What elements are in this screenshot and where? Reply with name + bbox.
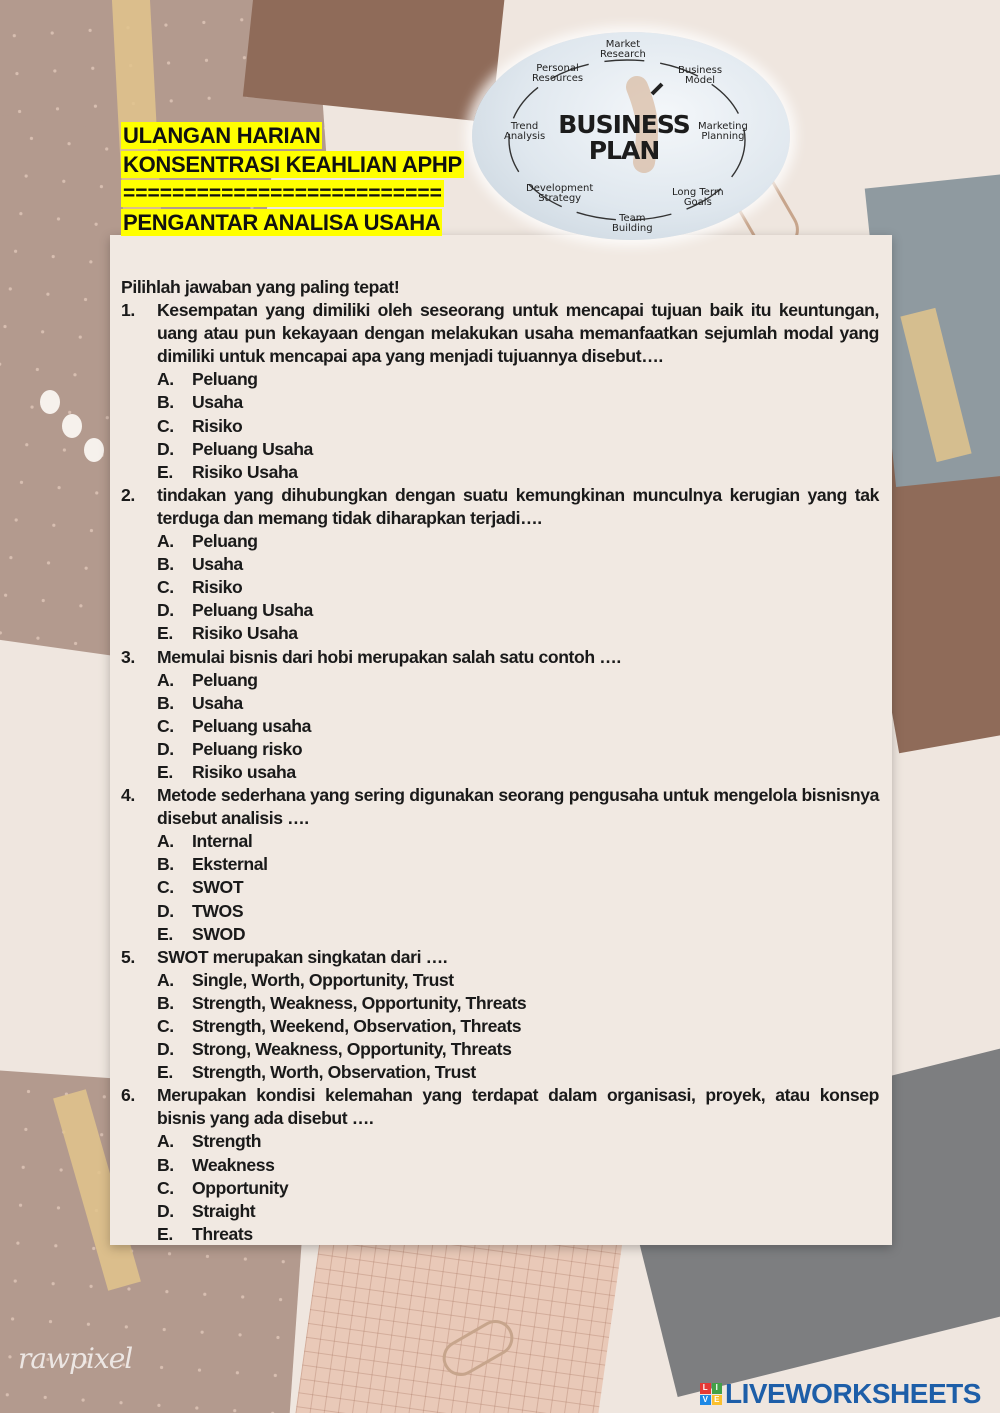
option-letter: E. [157,1062,173,1083]
answer-option[interactable] [121,669,879,692]
answer-option[interactable] [121,622,879,645]
label-trend-analysis-2: Analysis [504,131,546,142]
rawpixel-watermark: rawpixel [18,1342,133,1375]
option-letter: D. [157,1039,174,1060]
option-text: Strong, Weakness, Opportunity, Threats [192,1039,512,1060]
label-long-term-goals-2: Goals [683,197,712,208]
label-team-building-1: Team [619,213,646,224]
answer-option[interactable] [121,900,879,923]
answer-option[interactable] [121,1061,879,1084]
label-marketing-planning-2: Planning [701,131,745,142]
option-letter: B. [157,692,174,713]
option-text: Risiko Usaha [192,623,298,644]
option-text: Strength, Weekend, Observation, Threats [192,1016,522,1036]
answer-option[interactable] [121,853,879,876]
option-letter: C. [157,577,174,598]
question-text: Merupakan kondisi kelemahan yang terdapat dalam organisasi, proyek, atau konsep bisnis yang ada disebut …. [157,1085,879,1129]
answer-option[interactable] [121,1154,879,1177]
answer-option[interactable] [121,761,879,784]
header-title-line1: ULANGAN HARIAN [123,123,321,148]
label-trend-analysis-1: Trend [510,121,539,132]
answer-option[interactable] [121,1130,879,1153]
question-text: Memulai bisnis dari hobi merupakan salah satu contoh …. [157,646,621,667]
option-letter: E. [157,623,173,644]
label-development-strategy-2: Strategy [538,193,582,204]
option-letter: B. [157,554,174,575]
option-letter: D. [157,600,174,621]
business-plan-illustration [472,32,790,240]
option-letter: B. [157,992,174,1013]
option-text: Strength, Worth, Observation, Trust [192,1062,476,1083]
label-development-strategy-1: Development [526,183,594,194]
option-letter: C. [157,1016,174,1036]
label-team-building-2: Building [612,223,653,234]
option-text: Peluang Usaha [192,438,313,459]
answer-option[interactable] [121,415,879,438]
option-text: Usaha [192,554,243,575]
answer-option[interactable] [121,438,879,461]
option-letter: E. [157,1223,173,1244]
option-letter: C. [157,877,174,898]
label-business-model-2: Model [685,75,716,86]
option-letter: C. [157,1177,174,1198]
option-text: Strength, Weakness, Opportunity, Threats [192,992,527,1013]
option-letter: A. [157,669,174,690]
option-text: Risiko [192,415,243,436]
question-2 [121,484,879,530]
option-letter: C. [157,415,174,436]
option-text: Peluang Usaha [192,600,313,621]
liveworksheets-brand [700,1378,981,1410]
answer-option[interactable] [121,1177,879,1200]
answer-option[interactable] [121,876,879,899]
answer-option[interactable] [121,461,879,484]
option-text: Peluang risko [192,738,303,759]
question-number: 1. [121,300,135,321]
business-plan-title-line1: BUSINESS [558,110,690,139]
question-number: 6. [121,1085,135,1106]
liveworksheets-logo-icon [700,1383,722,1405]
logo-letter: V [700,1395,711,1406]
label-business-model-1: Business [678,65,723,76]
instruction-text: Pilihlah jawaban yang paling tepat! [121,277,400,297]
answer-option[interactable] [121,1223,879,1246]
header-title-line2: KONSENTRASI KEAHLIAN APHP [123,152,462,177]
option-text: TWOS [192,900,244,921]
option-letter: C. [157,715,174,736]
option-letter: B. [157,1154,174,1175]
option-text: Usaha [192,392,243,413]
option-letter: A. [157,1131,174,1152]
option-letter: E. [157,761,173,782]
option-text: Peluang usaha [192,715,311,736]
answer-option[interactable] [121,715,879,738]
question-text: SWOT merupakan singkatan dari …. [157,946,448,967]
label-market-research-1: Market [605,39,641,50]
question-5 [121,946,879,969]
label-market-research-2: Research [600,49,646,60]
option-text: Peluang [192,669,258,690]
question-text: Kesempatan yang dimiliki oleh seseorang untuk mencapai tujuan baik itu keuntungan, uang atau pun kekayaan dengan melakukan usaha memanfaatkan sejumlah modal yang dimiliki untuk mencapai apa yang menjadi tujuannya disebut…. [157,300,879,367]
answer-option[interactable] [121,553,879,576]
question-3 [121,646,879,669]
option-text: Opportunity [192,1177,289,1198]
answer-option[interactable] [121,692,879,715]
option-letter: A. [157,369,174,390]
option-text: Threats [192,1223,253,1244]
label-marketing-planning-1: Marketing [698,121,748,132]
question-number: 3. [121,646,135,667]
answer-option[interactable] [121,576,879,599]
question-4 [121,784,879,830]
answer-option[interactable] [121,599,879,622]
question-number: 2. [121,484,135,505]
option-text: Usaha [192,692,243,713]
option-letter: A. [157,831,174,852]
option-text: Risiko usaha [192,761,296,782]
answer-option[interactable] [121,830,879,853]
label-personal-resources-2: Resources [532,73,584,84]
option-text: Peluang [192,531,258,552]
option-text: SWOD [192,923,246,944]
option-letter: E. [157,461,173,482]
header-separator: ========================== [123,182,442,205]
option-text: Straight [192,1200,256,1221]
option-letter: D. [157,438,174,459]
label-long-term-goals-1: Long Term [672,187,724,198]
liveworksheets-wordmark: LIVEWORKSHEETS [725,1378,981,1409]
question-number: 4. [121,785,135,806]
question-6 [121,1084,879,1130]
logo-letter: E [712,1395,723,1406]
answer-option[interactable] [121,1200,879,1223]
question-number: 5. [121,946,135,967]
questions-container [121,299,879,1246]
answer-option[interactable] [121,391,879,414]
option-letter: D. [157,900,174,921]
option-letter: D. [157,1200,174,1221]
option-text: Single, Worth, Opportunity, Trust [192,969,454,990]
header-subject: PENGANTAR ANALISA USAHA [123,210,441,235]
question-1 [121,299,879,368]
business-plan-title [554,112,694,164]
answer-option[interactable] [121,1015,879,1038]
option-letter: B. [157,854,174,875]
option-text: Strength [192,1131,262,1152]
logo-letter: I [712,1383,723,1394]
question-text: Metode sederhana yang sering digunakan seorang pengusaha untuk mengelola bisnisnya disebut analisis …. [157,785,879,829]
logo-letter: L [700,1383,711,1394]
answer-option[interactable] [121,368,879,391]
notebook-holes [30,380,110,490]
answer-option[interactable] [121,992,879,1015]
answer-option[interactable] [121,923,879,946]
question-text: tindakan yang dihubungkan dengan suatu kemungkinan munculnya kerugian yang tak terduga dan memang tidak diharapkan terjadi…. [157,484,879,528]
option-text: Weakness [192,1154,275,1175]
answer-option[interactable] [121,530,879,553]
business-plan-title-line2: PLAN [588,136,660,165]
label-personal-resources-1: Personal [536,63,579,74]
option-text: Eksternal [192,854,268,875]
answer-option[interactable] [121,1038,879,1061]
option-text: Peluang [192,369,258,390]
option-text: Risiko [192,577,243,598]
option-letter: A. [157,969,174,990]
option-letter: D. [157,738,174,759]
question-list [121,276,879,1246]
option-letter: A. [157,531,174,552]
worksheet-header [121,122,464,238]
option-text: SWOT [192,877,244,898]
answer-option[interactable] [121,738,879,761]
option-text: Risiko Usaha [192,461,298,482]
option-letter: B. [157,392,174,413]
option-letter: E. [157,923,173,944]
answer-option[interactable] [121,969,879,992]
option-text: Internal [192,831,253,852]
